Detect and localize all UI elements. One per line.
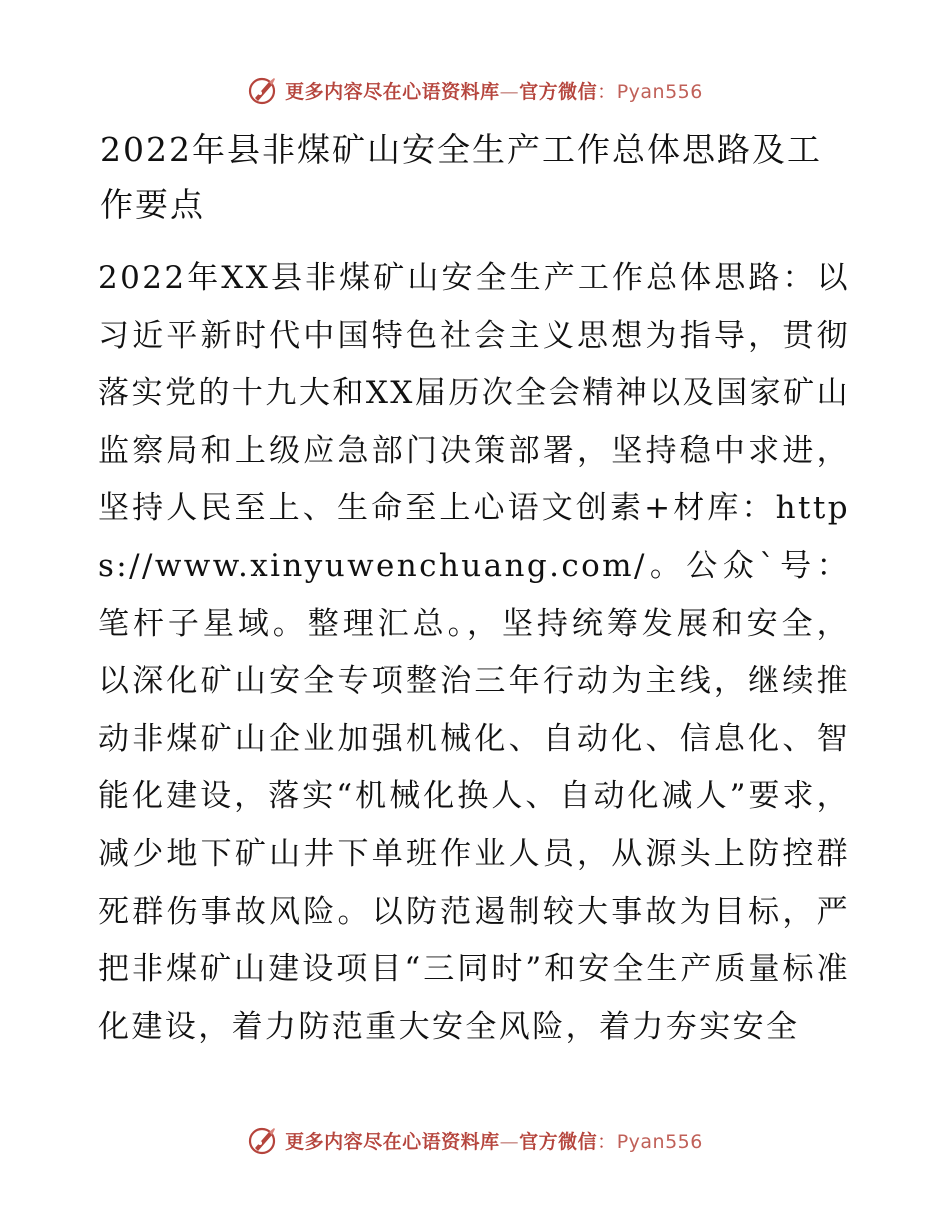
banner-separator: ： — [597, 1130, 617, 1153]
banner-slogan: 更多内容尽在心语资料库 — [285, 1130, 500, 1153]
banner-wechat-id: Pyan556 — [616, 1130, 703, 1153]
pen-logo-icon — [247, 1124, 279, 1156]
banner-slogan: 更多内容尽在心语资料库 — [285, 80, 500, 103]
banner-official-label: 官方微信 — [519, 80, 598, 103]
banner-dash: — — [499, 80, 520, 103]
document-title: 2022年县非煤矿山安全生产工作总体思路及工作要点 — [100, 130, 822, 224]
banner-dash: — — [499, 1130, 520, 1153]
header-banner — [0, 70, 950, 110]
document-paragraph: 2022年XX县非煤矿山安全生产工作总体思路：以习近平新时代中国特色社会主义思想为指导，贯彻落实党的十九大和XX届历次全会精神以及国家矿山监察局和上级应急部门决策部署，坚持稳中求进，坚持人民至上、生命至上心语文创素+材库：https://www.xinyuwenchuang.com/。公众`号：笔杆子星域。整理汇总。，坚持统筹发展和安全，以深化矿山安全专项整治三年行动为主线，继续推动非煤矿山企业加强机械化、自动化、信息化、智能化建设，落实“机械化换人、自动化减人”要求，减少地下矿山井下单班作业人员，从源头上防控群死群伤事故风险。以防范遏制较大事故为目标，严把非煤矿山建设项目“三同时”和安全生产质量标准化建设，着力防范重大安全风险，着力夯实安全 — [98, 260, 850, 1045]
banner-text — [285, 1127, 703, 1154]
footer-banner — [0, 1120, 950, 1160]
banner-official-label: 官方微信 — [519, 1130, 598, 1153]
banner-separator: ： — [597, 80, 617, 103]
pen-logo-icon — [247, 74, 279, 106]
banner-text — [285, 77, 703, 104]
banner-wechat-id: Pyan556 — [616, 80, 703, 103]
